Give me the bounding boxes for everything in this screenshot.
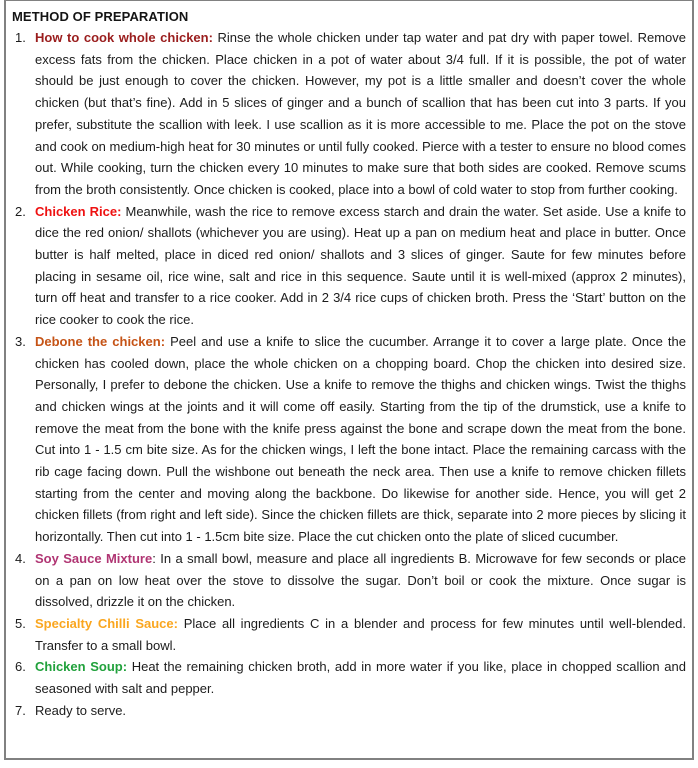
step-body: : In a small bowl, measure and place all ingredients B. Microwave for few seconds or place on a pan on low heat over the stove to dissolve the sugar. Don’t boil or cook the mixture. Once sugar is dissolved, drizzle it on the chicken.	[35, 550, 686, 610]
method-step-2	[12, 201, 686, 331]
step-body: Ready to serve.	[35, 702, 127, 718]
step-text	[35, 548, 686, 613]
step-body: Peel and use a knife to slice the cucumber. Arrange it to cover a large plate. Once the chicken has cooled down, place the whole chicken on a chopping board. Chop the chicken into desired size. Personally, I prefer to debone the chicken. Use a knife to remove the thighs and chicken wings. Twist the thighs and chicken wings at the joints and it will come off easily. Starting from the tip of the drumstick, use a knife to remove the meat from the bone with the knife press against the bone and scrape down the meat from the bone. Cut into 1 - 1.5 cm bite size. As for the chicken wings, I left the bone intact. Place the remaining carcass with the rib cage facing down. Pull the wishbone out beneath the neck area. Then use a knife to remove chicken fillets starting from the center and moving along the backbone. Do likewise for another side. Hence, you will get 2 chicken fillets (from right and left side). Since the chicken fillets are thick, separate into 2 more pieces by slicing it horizontally. Then cut into 1 - 1.5cm bite size. Place the cut chicken onto the plate of sliced cucumber.	[35, 333, 686, 545]
step-heading: Specialty Chilli Sauce:	[35, 615, 178, 631]
step-number: 1.	[15, 30, 26, 45]
step-heading: Chicken Rice:	[35, 203, 122, 219]
step-text	[35, 613, 686, 656]
step-number: 4.	[15, 550, 26, 566]
step-number: 6.	[15, 659, 26, 675]
step-heading: Soy Sauce Mixture	[35, 550, 153, 566]
method-step-6	[12, 656, 686, 699]
step-number: 3.	[15, 333, 26, 349]
section-title: METHOD OF PREPARATION	[12, 9, 189, 24]
method-step-7	[12, 700, 686, 722]
method-step-3	[12, 331, 686, 548]
step-text	[35, 331, 686, 548]
method-step-1	[12, 27, 686, 201]
method-of-preparation-section	[4, 0, 694, 760]
step-heading: Chicken Soup:	[35, 659, 128, 675]
step-heading: How to cook whole chicken:	[35, 30, 213, 45]
step-text	[35, 656, 686, 699]
step-number: 5.	[15, 615, 26, 631]
step-body: Meanwhile, wash the rice to remove excess starch and drain the water. Set aside. Use a knife to dice the red onion/ shallots (whichever you are using). Heat up a pan on medium heat and place in butter. Once butter is half melted, place in diced red onion/ shallots and 3 slices of ginger. Saute for few minutes before placing in sesame oil, rice wine, salt and rice in this sequence. Saute until it is well-mixed (approx 2 minutes), turn off heat and transfer to a rice cooker. Add in 2 3/4 rice cups of chicken broth. Press the ‘Start’ button on the rice cooker to cook the rice.	[35, 203, 686, 328]
step-text	[35, 700, 686, 722]
step-text	[35, 27, 686, 201]
step-text	[35, 201, 686, 331]
step-heading: Debone the chicken:	[35, 333, 166, 349]
method-step-5	[12, 613, 686, 656]
method-step-4	[12, 548, 686, 613]
step-body: Heat the remaining chicken broth, add in more water if you like, place in chopped scallion and seasoned with salt and pepper.	[35, 659, 686, 697]
step-number: 2.	[15, 203, 26, 219]
step-body: Rinse the whole chicken under tap water and pat dry with paper towel. Remove excess fats from the chicken. Place chicken in a pot of water about 3/4 full. If it is possible, the pot of water should be just enough to cover the chicken. However, my pot is a little smaller and doesn’t cover the whole chicken (but that’s fine). Add in 5 slices of ginger and a bunch of scallion that has been cut into 3 parts. If you prefer, substitute the scallion with leek. I use scallion as it is more accessible to me. Place the pot on the stove and cook on medium-high heat for 30 minutes or until fully cooked. Pierce with a tester to ensure no blood comes out. While cooking, turn the chicken every 10 minutes to make sure that both sides are cooked. Remove scums from the broth consistently. Once chicken is cooked, place into a bowl of cold water to stop from further cooking.	[35, 30, 686, 197]
step-body: Place all ingredients C in a blender and process for few minutes until well-blended. Transfer to a small bowl.	[35, 615, 687, 653]
step-number: 7.	[15, 702, 26, 718]
method-steps-list	[12, 27, 686, 722]
